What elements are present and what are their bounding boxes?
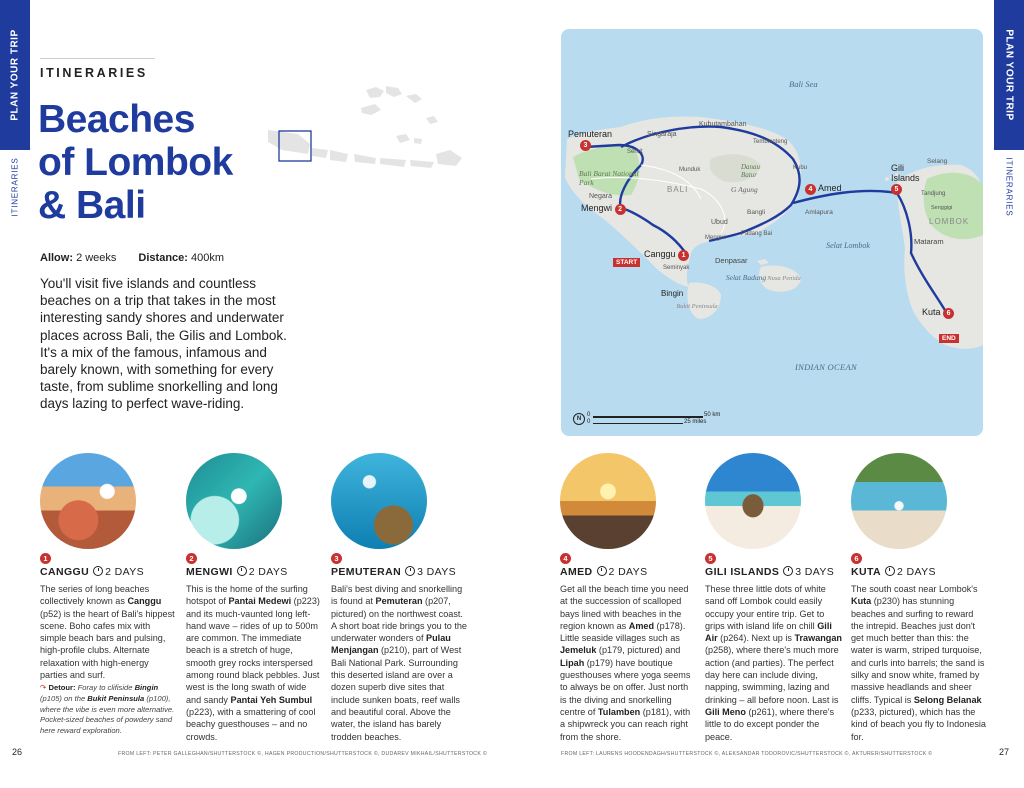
intro-paragraph: You'll visit five islands and countless beaches on a trip that takes in the most interesting sandy shores and underwater places across Bali, the Gilis and Lombok. It's a mix of the famous, infamous and barely known, with something for every taste, from sublime snorkelling and long days lazing to perfect wave-riding. [40,276,287,412]
photo-pemuteran [331,453,427,549]
stop-marker: 6 [943,308,954,319]
stop-number-badge: 6 [851,553,862,564]
stop-marker: 1 [678,250,689,261]
bali-sea-label: Bali Sea [789,79,818,89]
stop-name: CANGGU [40,566,90,578]
allow-value: 2 weeks [76,252,117,264]
section-heading: ITINERARIES [40,66,148,80]
town-negara: Negara [589,193,612,200]
stop-number-badge: 5 [705,553,716,564]
photo-credit-right: FROM LEFT: LAURENS HOODENDAGH/SHUTTERSTOCK ©, ALEKSANDAR TODOROVIC/SHUTTERSTOCK ©, AKTURER/SHUTTERSTOCK © [561,751,933,757]
page-number-right: 27 [999,747,1010,757]
locator-map [266,78,466,188]
tab-label: PLAN YOUR TRIP [1003,29,1015,121]
town-selang: Selang [927,158,948,165]
gunung-agung-label: G Agung [731,185,758,194]
itineraries-side-label-right: ITINERARIES [1004,157,1014,217]
stop-heading [705,566,834,578]
scale-bar: N 0 0 50 km 25 miles [573,412,713,428]
photo-amed [560,453,656,549]
map-stop-2: Mengwi 2 [581,203,626,215]
stop-description: The series of long beaches collectively known as Canggu (p52) is the heart of Bali's hippest scene. Boho cafes mix with simple beach bars and pulsing, high-profile clubs. Alternate relaxation with high-energy parties and surf. ↷ Detour: Foray to clifiside Bingin (p105) on the Bukit Peninsula (p100), where the vibe is even more alternative. Pocket-sized beaches of powdery sand here reward exploration. [40,583,177,736]
indian-ocean-label: INDIAN OCEAN [795,362,857,372]
stop-description: Get all the beach time you need at the succession of scalloped bays lined with beaches in the region known as Amed (p178). Little seaside villages such as Jemeluk (p179, pictured) and Lipah (p179) have boutique guesthouses where yoga seems to always be on offer. Just north is the diving and snorkelling centre of Tulamben (p181), with a shipwreck you can reach right from the shore. [560,584,691,742]
stop-duration: 2 DAYS [896,566,936,578]
stop-duration: 2 DAYS [248,566,288,578]
tab-label: PLAN YOUR TRIP [9,29,21,121]
stop-name: KUTA [851,566,881,578]
town-tandjung: Tandjung [921,191,946,197]
stop-heading [331,566,456,578]
town-seminyak: Seminyak [663,265,690,271]
clock-icon [237,566,247,576]
stop-heading [560,566,648,578]
map-stop-4: 4 Amed [805,183,842,195]
end-badge: END [939,334,959,343]
town-bangli: Bangli [747,209,766,216]
town-mataram: Mataram [914,237,944,246]
national-park-label: Bali Barat National Park [579,169,639,187]
stop-name: AMED [560,566,593,578]
stop-heading [186,566,288,578]
stop-marker: 4 [805,184,816,195]
bukit-peninsula-label: Bukit Peninsula [676,303,718,310]
clock-icon [597,566,607,576]
town-singaraja: Singaraja [647,131,677,138]
selat-badung-label: Selat Badung [725,273,767,282]
photo-kuta [851,453,947,549]
photo-credit-left: FROM LEFT: PETER GALLEGHAN/SHUTTERSTOCK ©, HAGEN PRODUCTION/SHUTTERSTOCK ©, DUDAREV MIKHAIL/SHUTTERSTOCK © [118,751,487,757]
north-arrow-icon: N [573,413,585,425]
detour-note: ↷ Detour: Foray to clifiside Bingin (p105) on the Bukit Peninsula (p100), where the vibe is even more alternative. Pocket-sized beaches of powdery sand here reward exploration. [40,683,175,735]
stop-description: These three little dots of white sand off Lombok could easily occupy your entire trip. Get to grips with island life on chill Gili Air (p264). Next up is Trawangan (p258), where there's much more action (and parties). The perfect day here can include diving, napping, swimming, lazing and drinking – all before noon. Last is Gili Meno (p261), where there's little to do except ponder the peace. [705,584,842,742]
distance-value: 400km [191,252,225,264]
stop-duration: 2 DAYS [608,566,648,578]
plan-your-trip-tab-right [994,0,1024,150]
clock-icon [783,566,793,576]
clock-icon [93,566,103,576]
trip-meta: Allow: 2 weeks Distance: 400km [40,252,225,264]
stop-number-badge: 4 [560,553,571,564]
town-kubu: Kubu [793,165,808,171]
stop-number-badge: 2 [186,553,197,564]
photo-canggu [40,453,136,549]
stop-marker: 3 [580,140,591,151]
itineraries-side-label-left: ITINERARIES [10,157,20,217]
stop-marker: 2 [615,204,626,215]
town-mengwi: Mengwi [705,235,726,241]
plan-your-trip-tab-left [0,0,30,150]
page-number-left: 26 [12,747,23,757]
stop-heading [851,566,936,578]
map-stop-1: Canggu 1 [644,249,689,261]
stop-description: The south coast near Lombok's Kuta (p230) has stunning beaches and surfing to reward the intrepid. Beaches just don't get much better than this: the water is warm, striped turquoise, and curls into barrels; the sand is silky and snow white, framed by massive headlands and sheer cliffs. Typical is Selong Belanak (p233, pictured), which has the kind of beach you fly to Indonesia for. [851,584,986,742]
map-stop-5: Gili Islands 5 [891,163,920,193]
page-title: Beaches of Lombok & Bali [38,98,233,227]
lombok-label: LOMBOK [929,217,970,226]
route-map [561,29,983,436]
stop-description: Bali's best diving and snorkelling is found at Pemuteran (p207, pictured) on the northwest coast. A short boat ride brings you to the underwater wonders of Pulau Menjangan (p210), part of West Bali National Park. Surrounding this deserted island are over a dozen superb dive sites that include sunken boats, reef walls and beautiful coral. Above the water, the island has barely trodden beaches. [331,584,467,742]
town-seririt: Seririt [627,149,643,155]
town-kubutambahan: Kubutambahan [699,121,747,128]
danau-batur-label: Danau Batur [741,163,761,179]
town-ubud: Ubud [711,219,728,226]
town-munduk: Munduk [679,167,701,173]
map-stop-6: Kuta 6 [922,307,954,319]
town-denpasar: Denpasar [715,256,748,265]
detour-arrow-icon: ↷ [40,683,49,693]
town-senggigi: Senggigi [931,205,953,211]
photo-gili-islands [705,453,801,549]
map-bingin-label: Bingin [661,289,684,298]
photo-mengwi [186,453,282,549]
stop-duration: 3 DAYS [417,566,457,578]
town-padang-bai: Padang Bai [741,231,773,237]
stop-heading [40,566,144,578]
nusa-penida-label: Nusa Penida [767,275,801,282]
stop-duration: 3 DAYS [795,566,835,578]
stop-name: PEMUTERAN [331,566,402,578]
stop-duration: 2 DAYS [105,566,145,578]
map-stop-3: Pemuteran 3 [568,129,613,149]
stop-name: MENGWI [186,566,233,578]
stop-marker: 5 [891,184,902,195]
stop-description: This is the home of the surfing hotspot of Pantai Medewi (p223) and its much-vaunted long left-hand wave – rides of up to 500m are common. The immediate beach is a stretch of huge, smooth grey rocks interspersed among round black pebbles. Just west is the long swath of wide and sandy Pantai Yeh Sumbul (p223), with a smattering of cool beachy guesthouses – and no crowds. [186,584,320,742]
stop-name: GILI ISLANDS [705,566,780,578]
town-tembienteng: Tembienteng [753,139,788,145]
bali-label: BALI [667,185,689,194]
clock-icon [405,566,415,576]
stop-number-badge: 1 [40,553,51,564]
section-rule [40,58,155,59]
town-amlapura: Amlapura [805,209,833,216]
clock-icon [885,566,895,576]
start-badge: START [613,258,640,267]
selat-lombok-label: Selat Lombok [826,241,870,250]
stop-number-badge: 3 [331,553,342,564]
